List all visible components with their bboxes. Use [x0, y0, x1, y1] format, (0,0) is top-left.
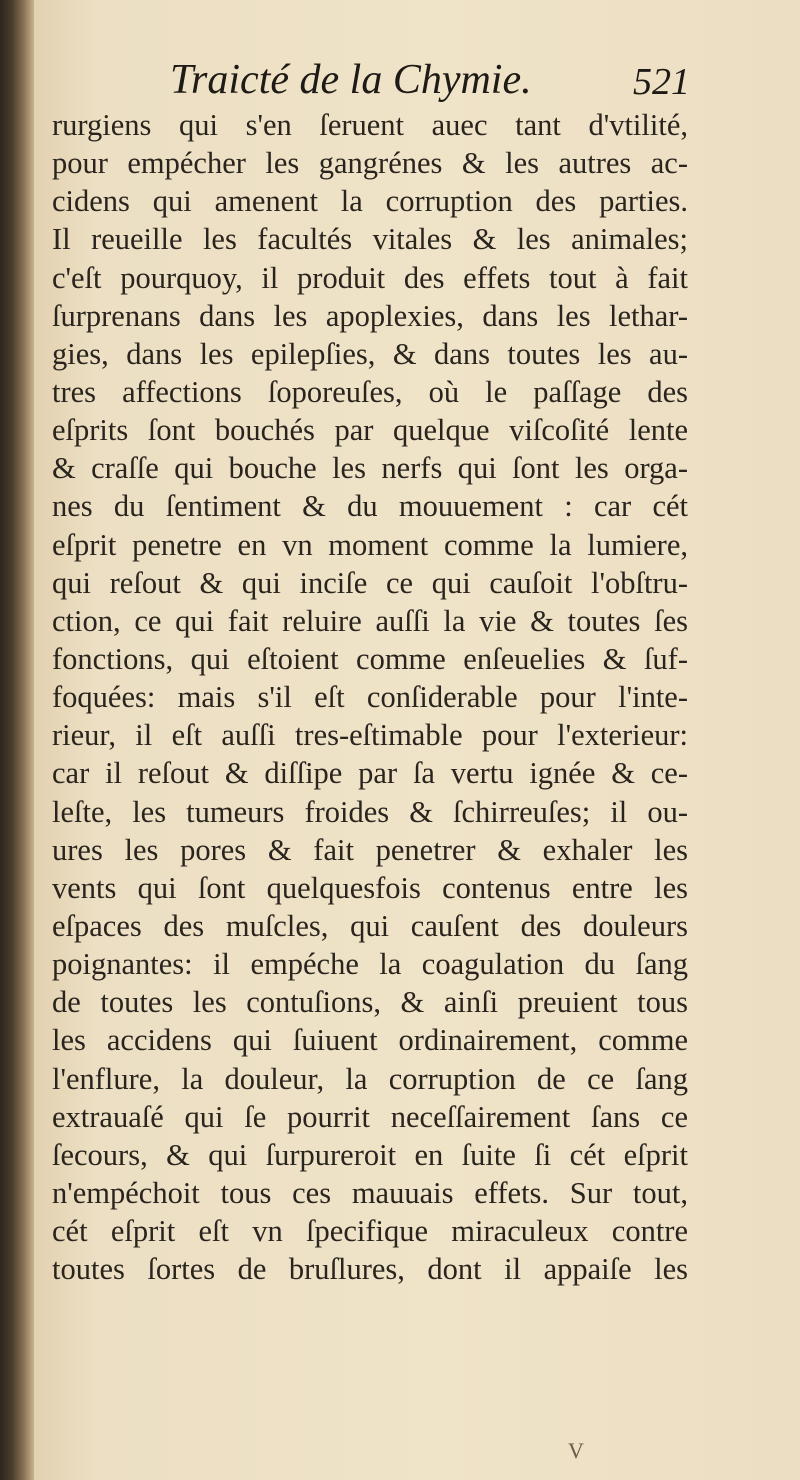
text-line: n'empéchoit tous ces mauuais effets. Sur tout, — [52, 1175, 688, 1210]
text-line: foquées: mais s'il eſt conſiderable pour l'inte- — [52, 680, 688, 715]
running-title: Traicté de la Chymie. — [170, 57, 532, 103]
text-line: pour empécher les gangrénes & les autres ac- — [52, 146, 688, 181]
text-line: car il reſout & diſſipe par ſa vertu ignée & ce- — [52, 756, 688, 791]
text-line: tres affections ſoporeuſes, où le paſſage des — [52, 374, 688, 409]
text-line: c'eſt pourquoy, il produit des effets tout à fait — [52, 260, 688, 295]
text-line: l'enflure, la douleur, la corruption de ce ſang — [52, 1061, 688, 1096]
text-line: toutes ſortes de bruſlures, dont il appaiſe les — [52, 1252, 688, 1287]
text-line: gies, dans les epilepſies, & dans toutes les au- — [52, 336, 688, 371]
body-text — [52, 106, 688, 1288]
text-line: eſpaces des muſcles, qui cauſent des douleurs — [52, 908, 688, 943]
text-line: Il reueille les facultés vitales & les animales; — [52, 222, 688, 257]
page-header — [170, 56, 690, 106]
text-line: extrauaſé qui ſe pourrit neceſſairement ſans ce — [52, 1099, 688, 1134]
text-line: & craſſe qui bouche les nerfs qui ſont les orga- — [52, 451, 688, 486]
text-line: rurgiens qui s'en ſeruent auec tant d'vtilité, — [52, 108, 688, 142]
text-line: qui reſout & qui inciſe ce qui cauſoit l'obſtru- — [52, 565, 688, 600]
text-line: de toutes les contuſions, & ainſi preuient tous — [52, 985, 688, 1020]
text-line: fonctions, qui eſtoient comme enſeuelies & ſuf- — [52, 641, 688, 676]
text-line: rieur, il eſt auſſi tres-eſtimable pour l'exterieur: — [52, 718, 688, 753]
page-number: 521 — [633, 61, 690, 103]
binding-gutter — [0, 0, 34, 1480]
text-line: cidens qui amenent la corruption des parties. — [52, 184, 688, 219]
text-line: eſprits ſont bouchés par quelque viſcoſité lente — [52, 413, 688, 448]
text-line: ures les pores & fait penetrer & exhaler les — [52, 832, 688, 867]
text-line: ction, ce qui fait reluire auſſi la vie & toutes ſes — [52, 603, 688, 638]
text-line: cét eſprit eſt vn ſpecifique miraculeux contre — [52, 1214, 688, 1249]
text-line: les accidens qui ſuiuent ordinairement, comme — [52, 1023, 688, 1058]
text-line: ſecours, & qui ſurpureroit en ſuite ſi cét eſprit — [52, 1137, 688, 1172]
text-line: vents qui ſont quelquesfois contenus entre les — [52, 870, 688, 905]
signature-mark: V — [568, 1438, 584, 1463]
text-line: leſte, les tumeurs froides & ſchirreuſes; il ou- — [52, 794, 688, 829]
text-line: ſurprenans dans les apoplexies, dans les lethar- — [52, 298, 688, 333]
text-line: poignantes: il empéche la coagulation du ſang — [52, 947, 688, 982]
text-line: eſprit penetre en vn moment comme la lumiere, — [52, 527, 688, 562]
text-line: nes du ſentiment & du mouuement : car cét — [52, 489, 688, 524]
